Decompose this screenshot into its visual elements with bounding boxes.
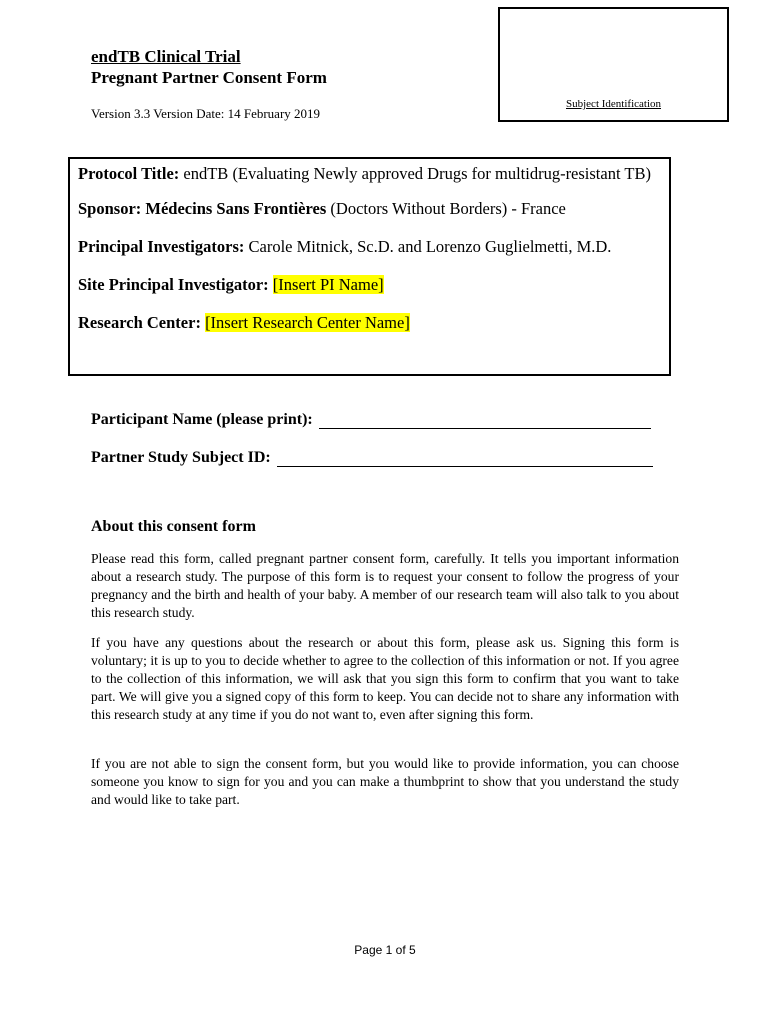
site-pi-placeholder: [Insert PI Name]	[272, 275, 384, 294]
sponsor-label: Sponsor: Médecins Sans Frontières	[78, 199, 327, 218]
participant-name-label: Participant Name (please print):	[91, 411, 313, 428]
protocol-title-value: endTB (Evaluating Newly approved Drugs for multidrug-resistant TB)	[183, 164, 651, 183]
pi-label: Principal Investigators:	[78, 237, 245, 256]
version-info: Version 3.3 Version Date: 14 February 2019	[91, 106, 321, 121]
research-center-placeholder: [Insert Research Center Name]	[205, 313, 410, 332]
pi-value: Carole Mitnick, Sc.D. and Lorenzo Guglielmetti, M.D.	[248, 237, 612, 256]
protocol-info-box	[68, 157, 671, 376]
about-paragraph-2: If you have any questions about the research or about this form, please ask us. Signing this form is voluntary; it is up to you to decide whether to agree to the collection of this information or not. If you agree to the collection of this information, we will ask that you sign this form to confirm that you want to take part. We will give you a signed copy of this form to keep. You can decide not to share any information with this research study at any time if you do not want to, even after signing this form.	[91, 635, 679, 722]
research-center-label: Research Center:	[78, 313, 201, 332]
protocol-title-label: Protocol Title:	[78, 164, 180, 183]
participant-name-field	[91, 411, 651, 429]
sponsor-value: (Doctors Without Borders) - France	[330, 199, 566, 218]
form-name: Pregnant Partner Consent Form	[91, 68, 327, 87]
protocol-title	[78, 164, 661, 184]
participant-name-blank[interactable]	[319, 412, 651, 429]
sponsor	[78, 199, 661, 219]
page-number: Page 1 of 5	[354, 943, 416, 957]
research-center	[78, 313, 661, 333]
partner-id-field	[91, 449, 653, 467]
site-principal-investigator	[78, 275, 661, 295]
subject-identification-label: Subject Identification	[566, 98, 661, 110]
principal-investigators	[78, 237, 661, 257]
about-heading: About this consent form	[91, 518, 256, 535]
about-paragraph-3: If you are not able to sign the consent form, but you would like to provide information, you can choose someone you know to sign for you and you can make a thumbprint to show that you understand the study and would like to take part.	[91, 756, 679, 807]
site-pi-label: Site Principal Investigator:	[78, 275, 269, 294]
trial-name: endTB Clinical Trial	[91, 47, 241, 66]
partner-id-label: Partner Study Subject ID:	[91, 449, 271, 466]
subject-identification-box	[498, 7, 729, 122]
document-title	[91, 46, 327, 88]
partner-id-blank[interactable]	[277, 450, 653, 467]
about-paragraph-1: Please read this form, called pregnant partner consent form, carefully. It tells you important information about a research study. The purpose of this form is to request your consent to follow the progress of your pregnancy and the birth and health of your baby. A member of our research team will also talk to you about this research study.	[91, 551, 679, 620]
